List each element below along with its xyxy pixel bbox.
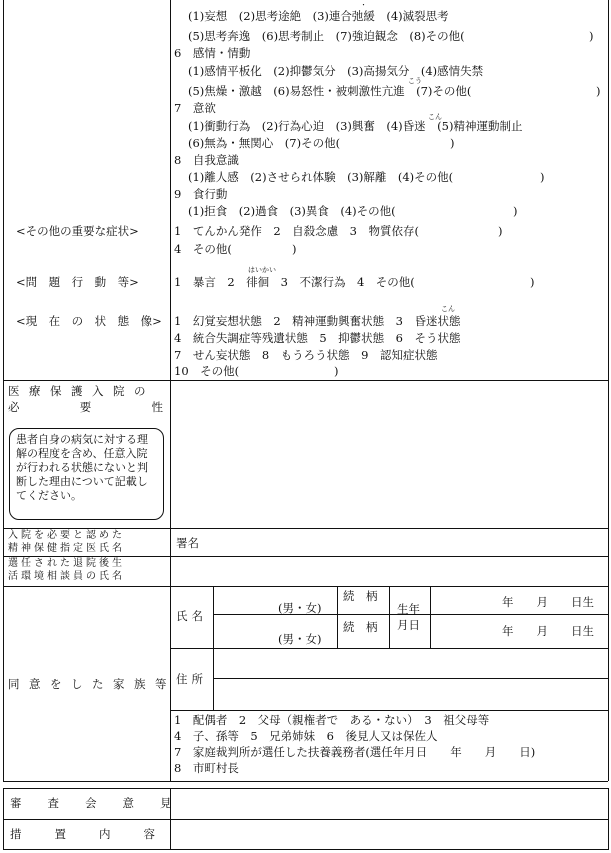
symptom-line-8a-close: ) [540, 170, 545, 184]
symptom-line-7b-close: ) [450, 136, 455, 150]
other-symptoms-line-1-close: ) [498, 224, 503, 238]
family-option-2: 4 子、孫等 5 兄弟姉妹 6 後見人又は保佐人 [174, 729, 438, 743]
frame-right-mid [608, 528, 609, 781]
family-address-label [176, 672, 207, 686]
symptom-heading-8: 8 自我意識 [174, 153, 239, 167]
doctor-label-2: 精神保健指定医氏名 [8, 543, 125, 554]
doctor-divider [170, 528, 171, 781]
symptom-line-6b-close: ) [596, 84, 601, 98]
symptom-line-6b: (5)焦燥・激越 (6)易怒性・被刺激性亢進 (7)その他( [188, 84, 472, 98]
counselor-label-2: 活環境相談員の氏名 [8, 571, 125, 582]
current-state-line-2: 4 統合失調症等残遺状態 5 抑鬱状態 6 そう状態 [174, 331, 461, 345]
current-state-line-4-close: ) [334, 364, 339, 378]
review-row-mid [3, 819, 608, 820]
rule-counselor-top [3, 556, 608, 557]
current-state-line-3: 7 せん妄状態 8 もうろう状態 9 認知症状態 [174, 348, 438, 362]
address-col-divider [213, 648, 214, 710]
family-date-1: 年 月 日生 [502, 595, 594, 609]
current-state-line-1: 1 幻覚妄想状態 2 精神運動興奮状態 3 昏迷状態 [174, 314, 461, 328]
relation-col-left [337, 586, 338, 648]
family-date-2: 年 月 日生 [502, 624, 594, 638]
necessity-note: 患者自身の病気に対する理解の程度を含め、任意入院が行われる状態にないと判断した理由について記載してください。 [9, 428, 164, 520]
other-symptoms-line-2: 4 その他( [174, 242, 232, 256]
family-relation-2: 続 柄 [343, 620, 378, 634]
symptom-heading-6: 6 感情・情動 [174, 46, 251, 60]
doctor-label-1: 入院を必要と認めた [8, 530, 125, 541]
other-symptoms-label: <その他の重要な症状> [16, 224, 139, 238]
ruby-kou: こう [408, 77, 422, 85]
ruby-mark: ・ [360, 1, 367, 9]
family-sex-1: (男・女) [278, 601, 322, 615]
doctor-signature-label: 署名 [176, 536, 199, 550]
symptom-line-1: (1)妄想 (2)思考途絶 (3)連合弛緩 (4)滅裂思考 [188, 9, 449, 23]
behavior-ruby: はいかい [248, 266, 276, 274]
necessity-label-1 [8, 384, 163, 398]
family-birth-label-2: 月日 [397, 618, 420, 632]
behavior-line-1: 1 暴言 2 徘徊 3 不潔行為 4 その他( [174, 275, 415, 289]
necessity-label-2a: 必 [8, 400, 20, 414]
family-address-label-text: 住所 [176, 672, 207, 686]
rule-doctor-top [3, 528, 608, 529]
frame-left-top [3, 0, 4, 528]
name-col-divider [213, 586, 214, 648]
frame-right-top [608, 0, 609, 528]
symptom-line-9a-close: ) [513, 204, 518, 218]
other-symptoms-line-1: 1 てんかん発作 2 自殺念慮 3 物質依存( [174, 224, 419, 238]
review-measures-text: 措置内容 [10, 827, 188, 841]
family-option-1: 1 配偶者 2 父母（親権者で ある・ない） 3 祖父母等 [174, 713, 490, 727]
rule-options-top [170, 710, 608, 711]
review-opinion-label [10, 796, 198, 810]
symptom-line-7a: (1)衝動行為 (2)行為心迫 (3)興奮 (4)昏迷 (5)精神運動制止 [188, 119, 523, 133]
other-symptoms-line-2-close: ) [292, 242, 297, 256]
birth-col-right [430, 586, 431, 648]
rule-address-top [170, 648, 608, 649]
current-state-ruby: こん [441, 305, 455, 313]
symptom-line-7b: (6)無為・無関心 (7)その他( [188, 136, 341, 150]
review-opinion-text: 審査会意見 [10, 796, 198, 810]
family-label [8, 677, 176, 691]
current-state-line-4: 10 その他( [174, 364, 240, 378]
necessity-label-2 [8, 400, 163, 414]
rule-family-top [3, 586, 608, 587]
rule-family-bottom [3, 781, 608, 782]
necessity-label-1-text: 医療保護入院の [8, 384, 155, 398]
relation-col-right [389, 586, 390, 648]
address-row-mid [213, 678, 608, 679]
family-sex-2: (男・女) [278, 632, 322, 646]
family-name-label [176, 609, 207, 623]
necessity-label-2b: 要 [79, 400, 92, 414]
review-measures-label [10, 827, 188, 841]
symptom-line-2-close: ) [589, 29, 594, 43]
rule-necessity-top [3, 380, 608, 381]
family-relation-1: 続 柄 [343, 589, 378, 603]
ruby-kan: こん [428, 113, 442, 121]
family-option-3: 7 家庭裁判所が選任した扶養義務者(選任年月日 年 月 日) [174, 745, 536, 759]
necessity-divider [170, 380, 171, 528]
symptom-line-2: (5)思考奔逸 (6)思考制止 (7)強迫観念 (8)その他( [188, 29, 465, 43]
behavior-label: <問 題 行 動 等> [16, 275, 139, 289]
family-birth-label-1: 生年 [397, 602, 420, 616]
symptom-line-9a: (1)拒食 (2)過食 (3)異食 (4)その他( [188, 204, 396, 218]
symptom-heading-7: 7 意欲 [174, 101, 216, 115]
symptom-line-6a: (1)感情平板化 (2)抑鬱気分 (3)高揚気分 (4)感情失禁 [188, 64, 484, 78]
column-divider-top [170, 0, 171, 380]
symptom-heading-9: 9 食行動 [174, 187, 228, 201]
family-name-label-text: 氏名 [176, 609, 207, 623]
symptom-line-8a: (1)離人感 (2)させられ体験 (3)解離 (4)その他( [188, 170, 454, 184]
counselor-label-1: 選任された退院後生 [8, 558, 125, 569]
family-option-4: 8 市町村長 [174, 761, 239, 775]
current-state-label: <現 在 の 状 態 像> [16, 314, 162, 328]
behavior-line-1-close: ) [530, 275, 535, 289]
frame-left-mid [3, 528, 4, 781]
family-label-text: 同意をした家族等 [8, 677, 176, 691]
necessity-label-2c: 性 [151, 400, 163, 414]
